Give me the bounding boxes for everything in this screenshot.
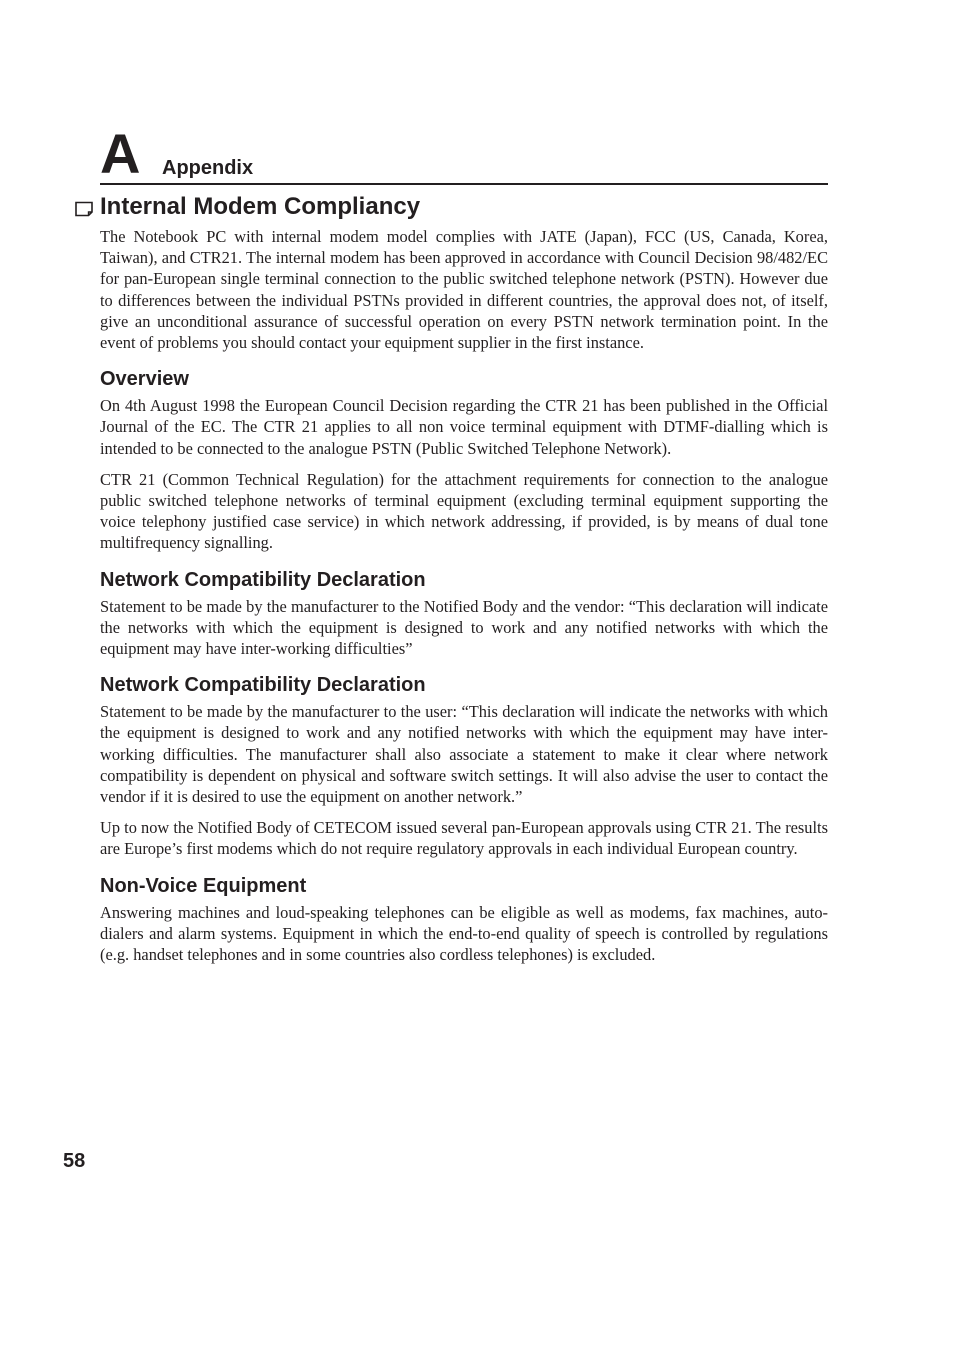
ncd-user-heading: Network Compatibility Declaration xyxy=(100,674,426,697)
appendix-title: Appendix xyxy=(162,157,254,179)
page-number: 58 xyxy=(63,1150,86,1172)
appendix-letter: A xyxy=(100,122,141,185)
ncd-user-paragraph-2: Up to now the Notified Body of CETECOM issued several pan-European approvals using CTR 21. The results are Europe’s first modems which do not require regulatory approvals in each individual European country. xyxy=(100,818,828,859)
ncd-vendor-paragraph: Statement to be made by the manufacturer to the Notified Body and the vendor: “This declaration will indicate the networks with which the equipment is designed to work and any notified networks with which the equipment may have inter-working difficulties” xyxy=(100,596,828,659)
intro-paragraph: The Notebook PC with internal modem model complies with JATE (Japan), FCC (US, Canada, Korea, Taiwan), and CTR21. The internal modem has been approved in accordance with Council Decision 98/482/EC for pan-European single terminal connection to the public switched telephone network (PSTN). However due to differences between the individual PSTNs provided in different countries, the approval does not, of itself, give an unconditional assurance of successful operation on every PSTN network termination point. In the event of problems you should contact your equipment supplier in the first instance. xyxy=(100,227,828,353)
overview-paragraph-2: CTR 21 (Common Technical Regulation) for the attachment requirements for connection to the analogue public switched telephone networks of terminal equipment (excluding terminal equipment supporting the voice telephony justified case service) in which network addressing, if provided, is by means of dual tone multifrequency signalling. xyxy=(100,469,828,553)
ncd-user-paragraph-1: Statement to be made by the manufacturer to the user: “This declaration will indicate the networks with which the equipment is designed to work and any notified networks with which the equipment may have inter-working difficulties. The manufacturer shall also associate a statement to make it clear where network compatibility is dependent on physical and software switch settings. It will also advise the user to contact the vendor if it is desired to use the equipment on another network.” xyxy=(100,702,828,807)
section-heading xyxy=(100,192,828,222)
page-content xyxy=(100,192,828,975)
section-title: Internal Modem Compliancy xyxy=(100,193,421,220)
ncd-vendor-heading: Network Compatibility Declaration xyxy=(100,568,426,591)
appendix-header xyxy=(100,122,828,185)
overview-paragraph-1: On 4th August 1998 the European Council Decision regarding the CTR 21 has been published in the Official Journal of the EC. The CTR 21 applies to all non voice terminal equipment with DTMF-dialling which is intended to be connected to the analogue PSTN (Public Switched Telephone Network). xyxy=(100,396,828,458)
non-voice-paragraph: Answering machines and loud-speaking telephones can be eligible as well as modems, fax machines, auto-dialers and alarm systems. Equipment in which the end-to-end quality of speech is controlled by regulations (e.g. handset telephones and in some countries also cordless telephones) is excluded. xyxy=(100,902,828,965)
overview-heading: Overview xyxy=(100,368,189,391)
non-voice-heading: Non-Voice Equipment xyxy=(100,874,307,897)
note-icon xyxy=(74,201,94,217)
